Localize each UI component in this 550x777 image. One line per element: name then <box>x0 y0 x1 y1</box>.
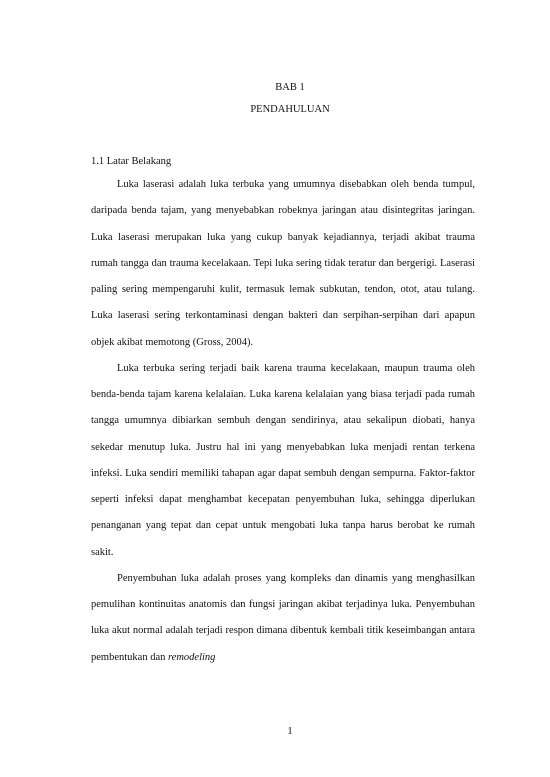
paragraph-3 <box>91 566 475 671</box>
italic-term: remodeling <box>167 651 216 663</box>
section-heading: 1.1 Latar Belakang <box>91 156 172 167</box>
paragraph-2: Luka terbuka sering terjadi baik karena trauma kecelakaan, maupun trauma oleh benda-benda tajam karena kelalaian. Luka karena kelalaian yang biasa terjadi pada rumah tangga umumnya dibiarkan sembuh dengan sendirinya, atau sekalipun diobati, hanya sekedar menutup luka. Justru hal ini yang menyebabkan luka menjadi rentan terkena infeksi. Luka sendiri memiliki tahapan agar dapat sembuh dengan sempurna. Faktor-faktor seperti infeksi dapat menghambat kecepatan penyembuhan luka, sehingga diperlukan penanganan yang tepat dan cepat untuk mengobati luka tanpa harus berobat ke rumah sakit. <box>91 362 475 558</box>
body-text <box>91 172 475 671</box>
page-number: 1 <box>287 726 293 737</box>
paragraph-3-text: Penyembuhan luka adalah proses yang kompleks dan dinamis yang menghasilkan pemulihan kontinuitas anatomis dan fungsi jaringan akibat terjadinya luka. Penyembuhan luka akut normal adalah terjadi respon dimana dibentuk kembali titik keseimbangan antara pembentukan dan <box>91 572 475 663</box>
chapter-label: BAB 1 <box>275 82 305 93</box>
paragraph-1: Luka laserasi adalah luka terbuka yang umumnya disebabkan oleh benda tumpul, daripada benda tajam, yang menyebabkan robeknya jaringan atau disintegritas jaringan. Luka laserasi merupakan luka yang cukup banyak kejadiannya, terjadi akibat trauma rumah tangga dan trauma kecelakaan. Tepi luka sering tidak teratur dan bergerigi. Laserasi paling sering mempengaruhi kulit, termasuk lemak subkutan, tendon, otot, atau tulang. Luka laserasi sering terkontaminasi dengan bakteri dan serpihan-serpihan dari apapun objek akibat memotong (Gross, 2004). <box>91 179 475 348</box>
chapter-title: PENDAHULUAN <box>250 104 330 115</box>
